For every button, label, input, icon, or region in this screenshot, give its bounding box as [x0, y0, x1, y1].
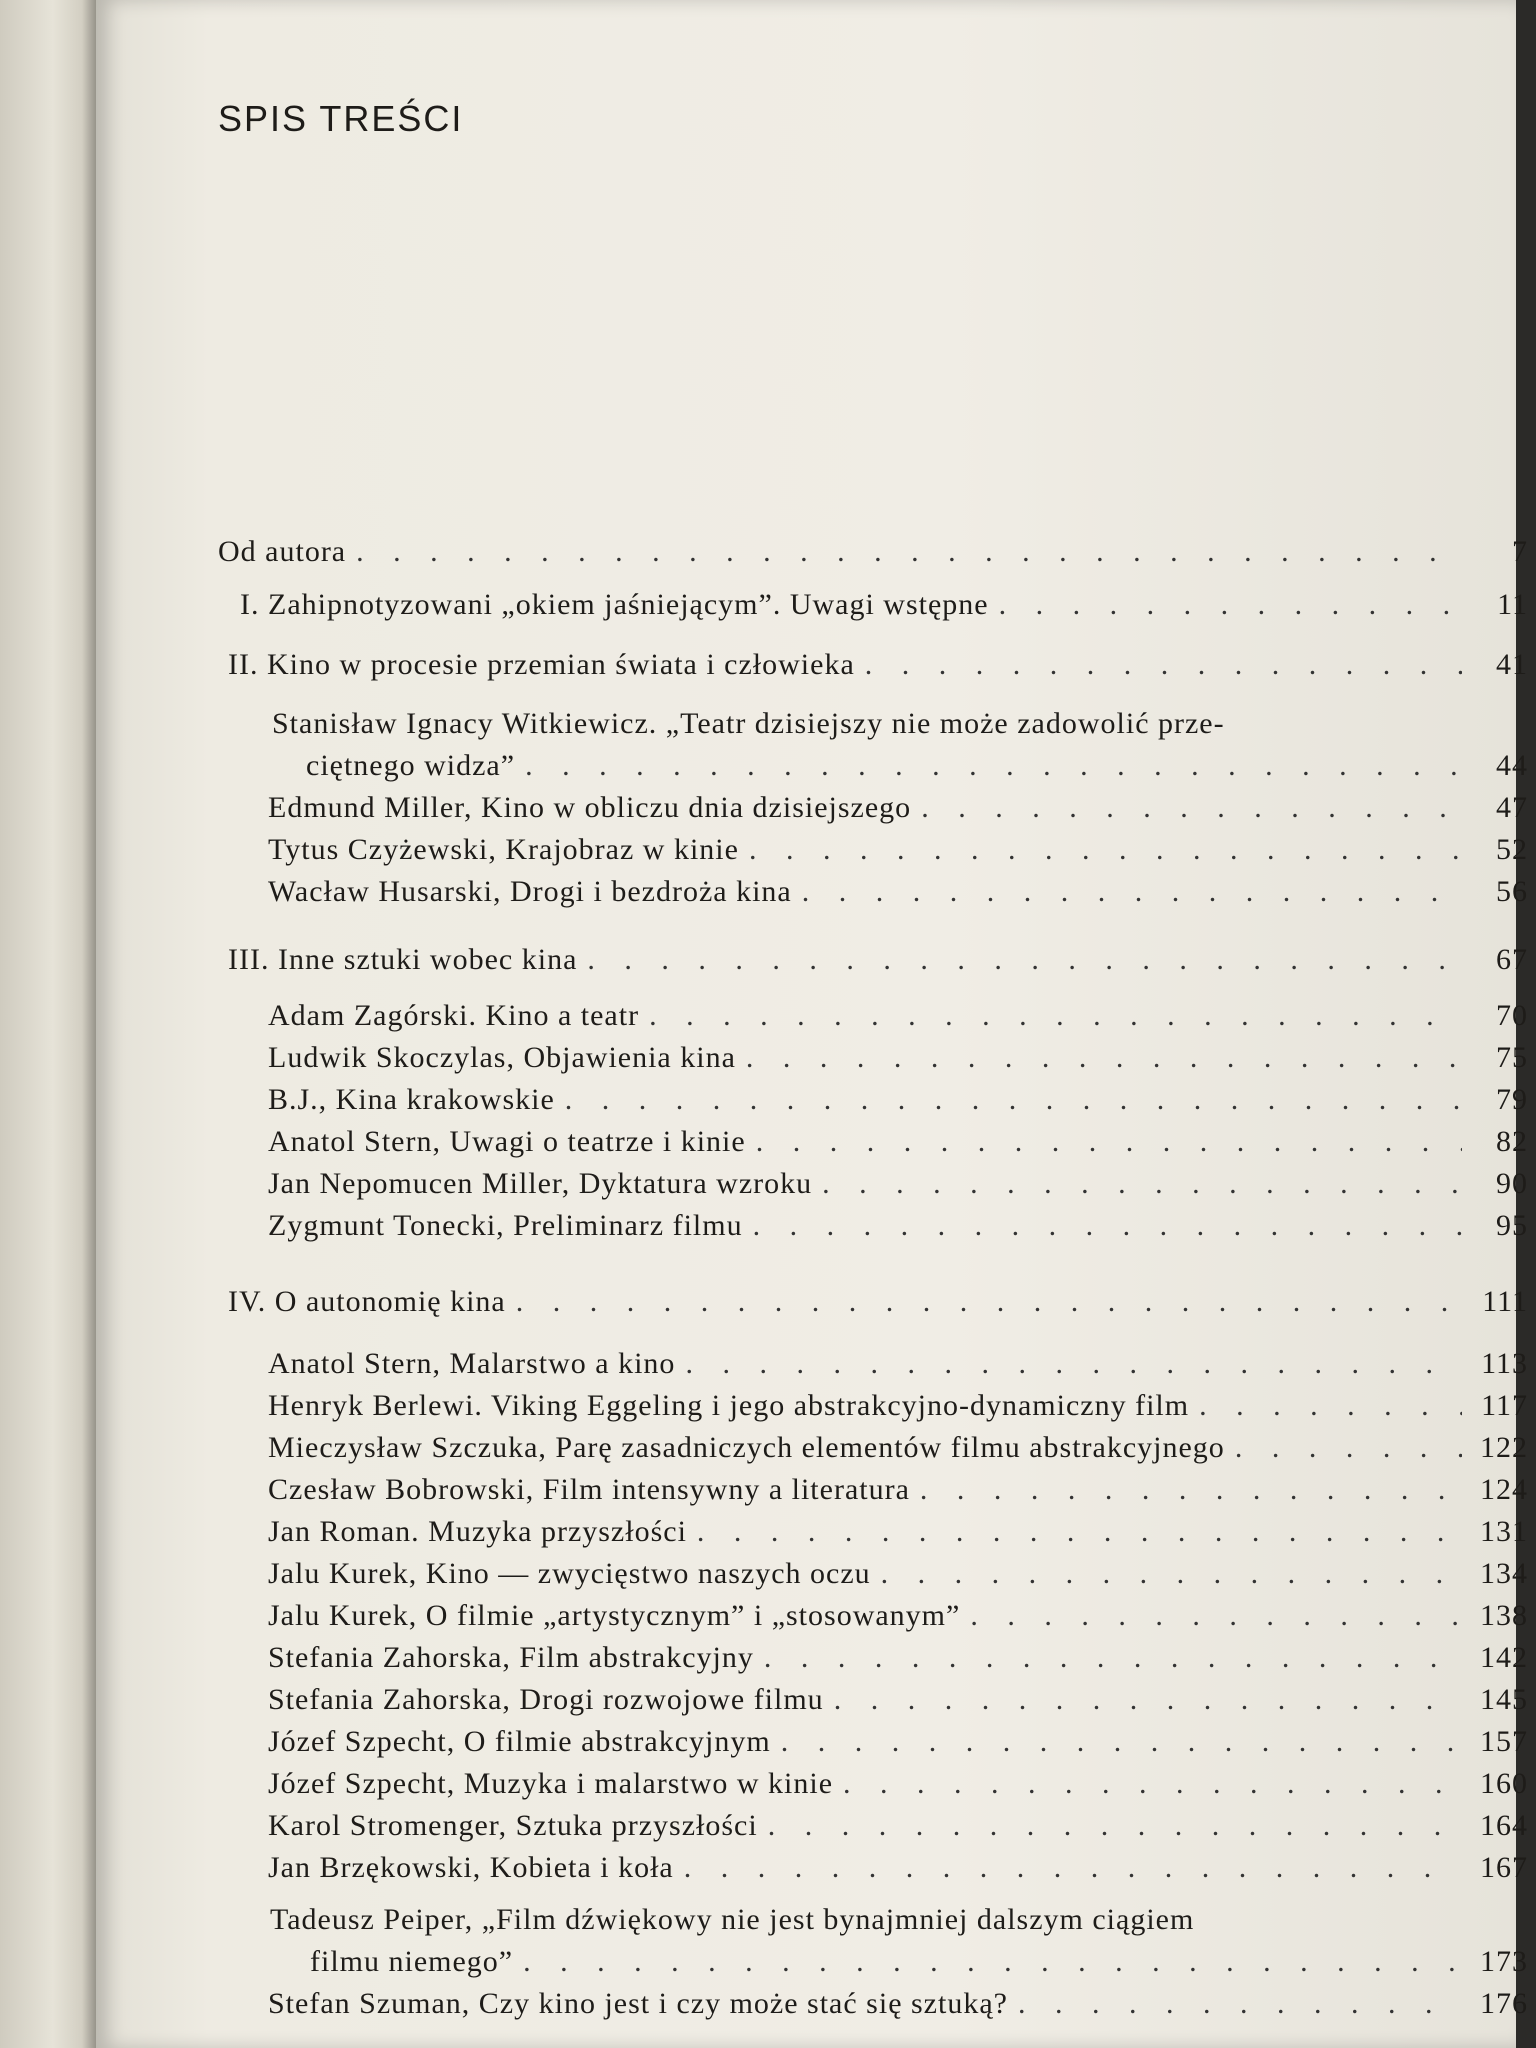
toc-page-number: 47: [1496, 791, 1528, 824]
leader-dots: [843, 1764, 1462, 1804]
toc-entry: [218, 1984, 1528, 2024]
toc-entry: [218, 1764, 1528, 1804]
toc-entry-title: filmu niemego”: [310, 1945, 514, 1978]
toc-page-number: 70: [1496, 999, 1528, 1032]
toc-entry-title: Stefan Szuman, Czy kino jest i czy może stać się sztuką?: [268, 1987, 1008, 2020]
leader-dots: [565, 1080, 1462, 1120]
leader-dots: [523, 1942, 1462, 1982]
leader-dots: [685, 1344, 1462, 1384]
toc-entry-title: Stefania Zahorska, Drogi rozwojowe filmu: [268, 1683, 824, 1716]
toc-entry: [218, 996, 1528, 1036]
leader-dots: [881, 1554, 1462, 1594]
toc-entry: [218, 1206, 1528, 1246]
toc-page-number: 145: [1480, 1683, 1528, 1716]
toc-page-number: 164: [1480, 1809, 1528, 1842]
leader-dots: [920, 1470, 1462, 1510]
toc-entry-title: IV. O autonomię kina: [228, 1285, 506, 1318]
toc-entry: [218, 1038, 1528, 1078]
toc-entry: [218, 746, 1528, 786]
toc-entry-title: Jan Roman. Muzyka przyszłości: [268, 1515, 687, 1548]
toc-entry: [218, 1848, 1528, 1888]
leader-dots: [970, 1596, 1462, 1636]
toc-page-number: 122: [1480, 1431, 1528, 1464]
page-title: SPIS TREŚCI: [218, 98, 464, 139]
toc-page-number: 138: [1480, 1599, 1528, 1632]
toc-page-number: 90: [1496, 1167, 1528, 1200]
toc-page-number: 131: [1480, 1515, 1528, 1548]
toc-entry-title: Jalu Kurek, O filmie „artystycznym” i „stosowanym”: [268, 1599, 961, 1632]
toc-chapter: [218, 940, 1528, 980]
toc-entry-title: B.J., Kina krakowskie: [268, 1083, 555, 1116]
leader-dots: [746, 1038, 1462, 1078]
toc-entry: [218, 1344, 1528, 1384]
toc-entry-title: Wacław Husarski, Drogi i bezdroża kina: [268, 875, 792, 908]
leader-dots: [802, 872, 1462, 912]
toc-entry-title: Zygmunt Tonecki, Preliminarz filmu: [268, 1209, 743, 1242]
leader-dots: [753, 1206, 1462, 1246]
toc-page-number: 160: [1480, 1767, 1528, 1800]
toc-entry-title: Józef Szpecht, O filmie abstrakcyjnym: [268, 1725, 771, 1758]
toc-entry-title: I. Zahipnotyzowani „okiem jaśniejącym”. Uwagi wstępne: [240, 588, 989, 621]
toc-entry: [218, 1942, 1528, 1982]
toc-entry: [218, 532, 1528, 572]
toc-entry-title: Karol Stromenger, Sztuka przyszłości: [268, 1809, 758, 1842]
toc-entry-title: Jan Nepomucen Miller, Dyktatura wzroku: [268, 1167, 813, 1200]
toc-page-number: 157: [1480, 1725, 1528, 1758]
toc-entry-title: Stefania Zahorska, Film abstrakcyjny: [268, 1641, 754, 1674]
toc-entry: [218, 1722, 1528, 1762]
toc-entry-title: ciętnego widza”: [306, 749, 516, 782]
toc-page-number: 82: [1496, 1125, 1528, 1158]
toc-chapter: [218, 585, 1528, 625]
toc-entry-title: Henryk Berlewi. Viking Eggeling i jego abstrakcyjno-dynamiczny film: [268, 1389, 1190, 1422]
toc-entry: [218, 1596, 1528, 1636]
leader-dots: [1235, 1428, 1462, 1468]
toc-entry: [218, 1680, 1528, 1720]
leader-dots: [684, 1848, 1462, 1888]
toc-page-number: 113: [1481, 1347, 1528, 1380]
leader-dots: [921, 788, 1462, 828]
toc-entry-title: Tadeusz Peiper, „Film dźwiękowy nie jest bynajmniej dalszym ciągiem: [270, 1903, 1195, 1936]
toc-page-number: 41: [1496, 648, 1528, 681]
toc-page-number: 44: [1496, 749, 1528, 782]
toc-page-number: 67: [1496, 943, 1528, 976]
leader-dots: [1199, 1386, 1462, 1426]
leader-dots: [516, 1282, 1462, 1322]
toc-page-number: 117: [1481, 1389, 1528, 1422]
toc-page-number: 134: [1480, 1557, 1528, 1590]
toc-entry-title: Anatol Stern, Uwagi o teatrze i kinie: [268, 1125, 746, 1158]
toc-page-number: 56: [1496, 875, 1528, 908]
toc-page-number: 52: [1496, 833, 1528, 866]
toc-entry-title: Jalu Kurek, Kino — zwycięstwo naszych oczu: [268, 1557, 871, 1590]
toc-entry-title: Józef Szpecht, Muzyka i malarstwo w kinie: [268, 1767, 834, 1800]
toc-entry-title: Mieczysław Szczuka, Parę zasadniczych elementów filmu abstrakcyjnego: [268, 1431, 1225, 1464]
toc-entry: [218, 1554, 1528, 1594]
toc-page-number: 111: [1482, 1285, 1528, 1318]
toc-entry: [218, 1386, 1528, 1426]
toc-entry-title: Od autora: [218, 535, 347, 568]
leader-dots: [781, 1722, 1462, 1762]
leader-dots: [649, 996, 1462, 1036]
toc-page-number: 167: [1480, 1851, 1528, 1884]
toc-entry-title: Edmund Miller, Kino w obliczu dnia dzisiejszego: [268, 791, 912, 824]
leader-dots: [764, 1638, 1462, 1678]
toc-entry-title: Jan Brzękowski, Kobieta i koła: [268, 1851, 674, 1884]
toc-entry-title: Czesław Bobrowski, Film intensywny a literatura: [268, 1473, 910, 1506]
toc-entry-title: Ludwik Skoczylas, Objawienia kina: [268, 1041, 736, 1074]
toc-entry-title: III. Inne sztuki wobec kina: [228, 943, 578, 976]
leader-dots: [756, 1122, 1462, 1162]
toc-page-number: 142: [1480, 1641, 1528, 1674]
toc-entry-title: Stanisław Ignacy Witkiewicz. „Teatr dzisiejszy nie może zadowolić prze-: [272, 707, 1225, 740]
leader-dots: [822, 1164, 1462, 1204]
toc-entry: [218, 1428, 1528, 1468]
toc-page-number: 79: [1496, 1083, 1528, 1116]
leader-dots: [587, 940, 1462, 980]
toc-entry: [218, 788, 1528, 828]
leader-dots: [697, 1512, 1462, 1552]
leader-dots: [749, 830, 1462, 870]
toc-entry: [218, 1806, 1528, 1846]
facing-page-edge: [0, 0, 96, 2048]
toc-entry-title: II. Kino w procesie przemian świata i człowieka: [228, 648, 855, 681]
toc-entry: [218, 1470, 1528, 1510]
toc-chapter: [218, 1282, 1528, 1322]
book-page: [96, 0, 1528, 2048]
leader-dots: [768, 1806, 1462, 1846]
toc-page-number: 173: [1480, 1945, 1528, 1978]
toc-page-number: 75: [1496, 1041, 1528, 1074]
toc-entry: [218, 1512, 1528, 1552]
leader-dots: [1018, 1984, 1462, 2024]
toc-chapter: [218, 645, 1528, 685]
toc-entry: [218, 872, 1528, 912]
toc-entry-title: Anatol Stern, Malarstwo a kino: [268, 1347, 676, 1380]
toc-entry: [218, 830, 1528, 870]
toc-entry: [218, 1638, 1528, 1678]
toc-page-number: 124: [1480, 1473, 1528, 1506]
toc-entry: [218, 1122, 1528, 1162]
leader-dots: [834, 1680, 1462, 1720]
leader-dots: [865, 645, 1462, 685]
toc-page-number: 95: [1496, 1209, 1528, 1242]
leader-dots: [999, 585, 1462, 625]
toc-entry-title: Adam Zagórski. Kino a teatr: [268, 999, 640, 1032]
toc-page-number: 7: [1512, 535, 1528, 568]
leader-dots: [356, 532, 1462, 572]
leader-dots: [525, 746, 1462, 786]
toc-entry: [218, 1164, 1528, 1204]
toc-page-number: 11: [1497, 588, 1528, 621]
toc-page-number: 176: [1480, 1987, 1528, 2020]
toc-entry-title: Tytus Czyżewski, Krajobraz w kinie: [268, 833, 739, 866]
toc-entry: [218, 1080, 1528, 1120]
